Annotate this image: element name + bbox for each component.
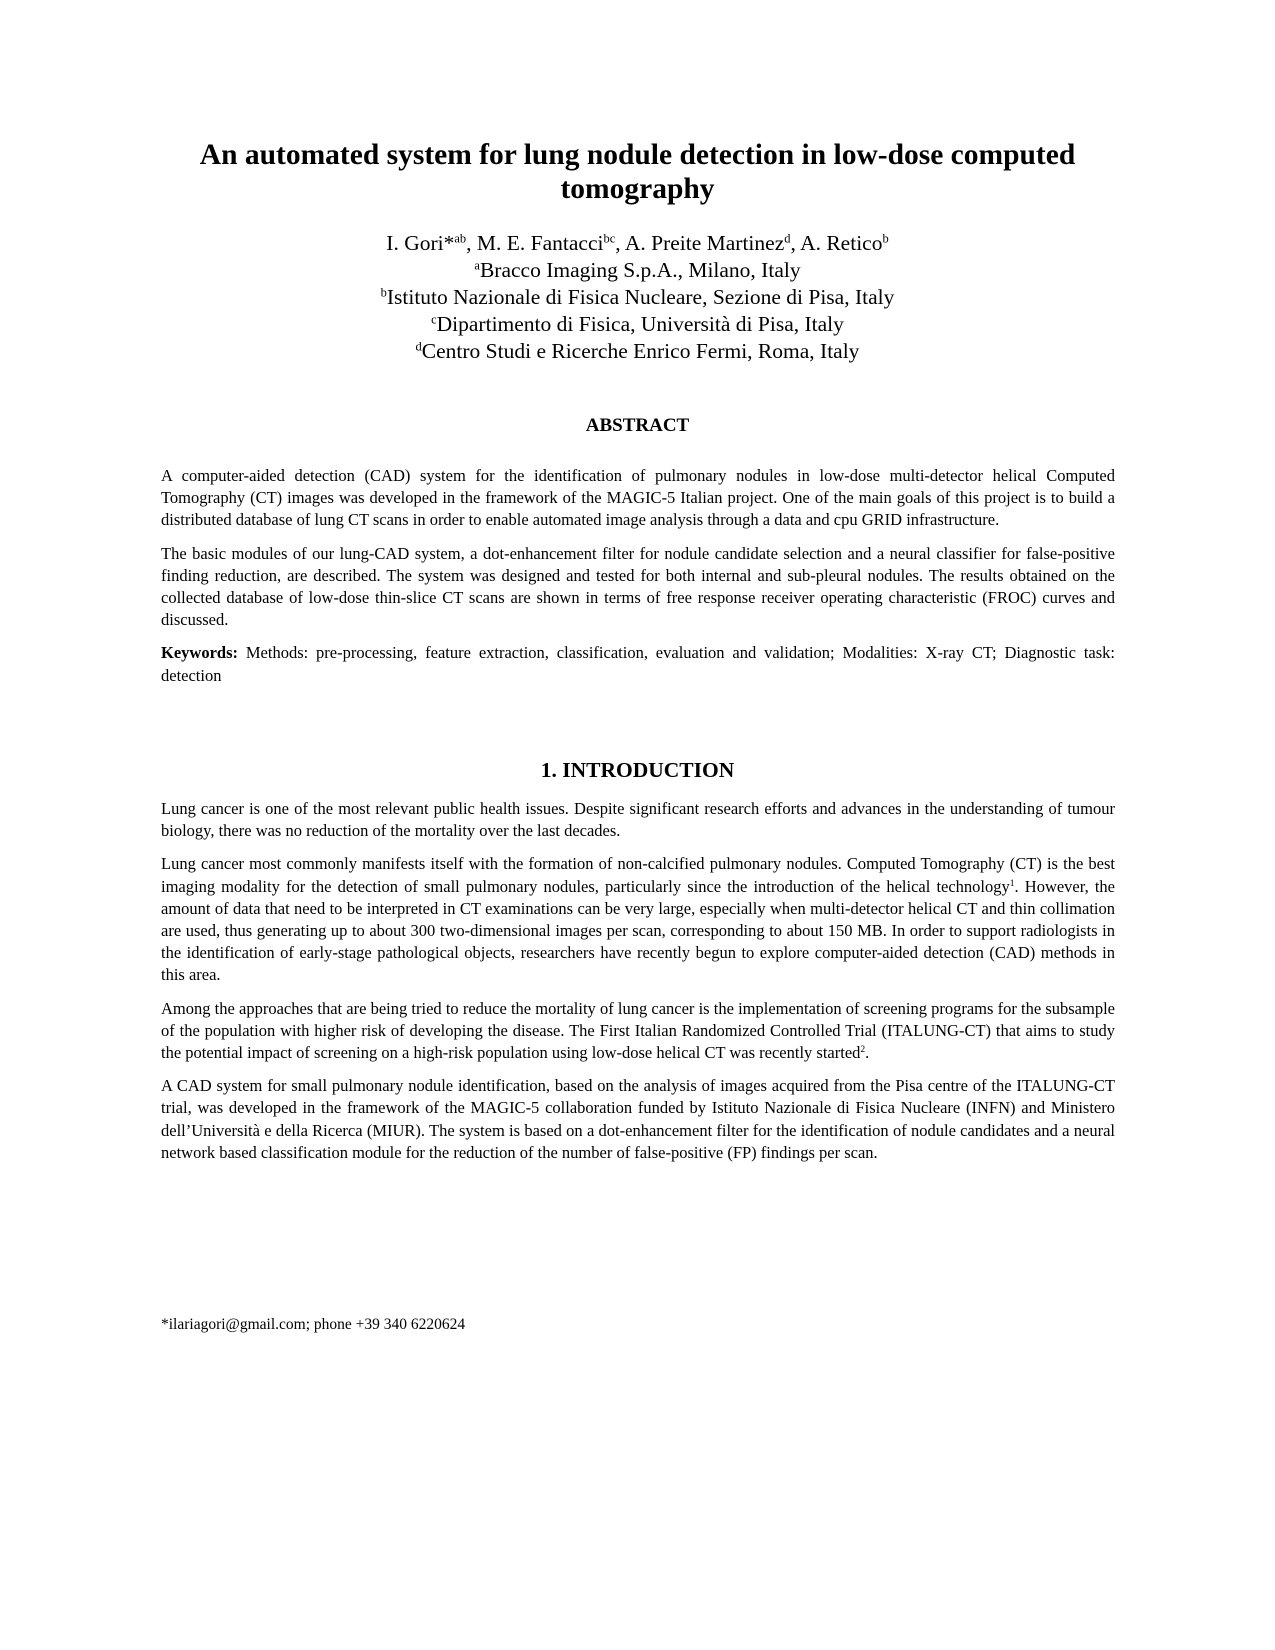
author-affiliation-mark: b [882, 231, 889, 246]
authors-and-affiliations [150, 230, 1125, 365]
author-name: A. Retico [800, 231, 883, 255]
author-name: I. Gori* [386, 231, 455, 255]
introduction-paragraph: A CAD system for small pulmonary nodule identification, based on the analysis of images acquired from the Pisa centre of the ITALUNG-CT trial, was developed in the framework of the MAGIC-5 collaboration funded by Istituto Nazionale di Fisica Nucleare (INFN) and Ministero dell’Università e della Ricerca (MIUR). The system is based on a dot-enhancement filter for the identification of nodule candidates and a neural network based classification module for the reduction of the number of false-positive (FP) findings per scan. [161, 1076, 1115, 1162]
author-separator: , [615, 231, 625, 255]
abstract-heading: ABSTRACT [585, 415, 690, 436]
author-affiliation-mark: ab [454, 231, 467, 246]
paper-title: An automated system for lung nodule detection in low-dose computed tomography [199, 139, 1076, 205]
affiliation-text: Bracco Imaging S.p.A., Milano, Italy [479, 258, 801, 282]
paragraph-text: . However, the amount of data that need to be interpreted in CT examinations can be very large, especially when multi-detector helical CT and thin collimation are used, thus generating up to about 300 two-dimensional images per scan, corresponding to about 150 MB. In order to support radiologists in the identification of early-stage pathological objects, researchers have recently begun to explore computer-aided detection (CAD) methods in this area. [161, 876, 1115, 985]
paragraph-text: Lung cancer most commonly manifests itself with the formation of non-calcified pulmonary nodules. Computed Tomography (CT) is the best imaging modality for the detection of small pulmonary nodules, particularly since the introduction of the helical technology [161, 854, 1115, 896]
introduction-heading: 1. INTRODUCTION [540, 758, 735, 782]
affiliation-mark: d [415, 339, 422, 354]
affiliation-mark: c [431, 312, 437, 327]
author-affiliation-mark: bc [603, 231, 616, 246]
introduction-paragraph: Lung cancer is one of the most relevant public health issues. Despite significant research efforts and advances in the understanding of tumour biology, there was no reduction of the mortality over the last decades. [161, 799, 1115, 841]
citation-ref: 2 [860, 1044, 866, 1056]
affiliation-mark: b [380, 285, 387, 300]
affiliation-line [150, 257, 1125, 284]
author-separator: , [790, 231, 801, 255]
author-affiliation-mark: d [784, 231, 791, 246]
author-name: A. Preite Martinez [624, 231, 785, 255]
abstract-body [161, 465, 1115, 698]
affiliation-line [150, 311, 1125, 338]
keywords-paragraph [161, 642, 1115, 686]
author-separator: , [466, 231, 477, 255]
keywords-text: Methods: pre-processing, feature extraction, classification, evaluation and validation; Modalities: X-ray CT; Diagnostic task: detection [161, 643, 1115, 685]
introduction-body [161, 798, 1115, 1175]
affiliation-mark: a [474, 258, 480, 273]
affiliation-text: Centro Studi e Ricerche Enrico Fermi, Roma, Italy [421, 339, 860, 363]
introduction-paragraph [161, 998, 1115, 1065]
paragraph-text: . [865, 1043, 870, 1063]
affiliation-line [150, 284, 1125, 311]
keywords-label: Keywords: [161, 643, 238, 663]
abstract-paragraph: A computer-aided detection (CAD) system for the identification of pulmonary nodules in low-dose multi-detector helical Computed Tomography (CT) images was developed in the framework of the MAGIC-5 Italian project. One of the main goals of this project is to build a distributed database of lung CT scans in order to enable automated image analysis through a data and cpu GRID infrastructure. [161, 466, 1115, 530]
corresponding-author-footnote: *ilariagori@gmail.com; phone +39 340 6220624 [161, 1316, 466, 1333]
author-name: M. E. Fantacci [476, 231, 604, 255]
affiliation-line [150, 338, 1125, 365]
abstract-paragraph: The basic modules of our lung-CAD system, a dot-enhancement filter for nodule candidate selection and a neural classifier for false-positive finding reduction, are described. The system was designed and tested for both internal and sub-pleural nodules. The results obtained on the collected database of low-dose thin-slice CT scans are shown in terms of free response receiver operating characteristic (FROC) curves and discussed. [161, 543, 1115, 630]
author-line [150, 230, 1125, 257]
introduction-paragraph [161, 853, 1115, 986]
affiliation-text: Istituto Nazionale di Fisica Nucleare, Sezione di Pisa, Italy [386, 285, 895, 309]
paragraph-text: Among the approaches that are being tried to reduce the mortality of lung cancer is the implementation of screening programs for the subsample of the population with higher risk of developing the disease. The First Italian Randomized Controlled Trial (ITALUNG-CT) that aims to study the potential impact of screening on a high-risk population using low-dose helical CT was recently started [161, 998, 1115, 1063]
affiliation-text: Dipartimento di Fisica, Università di Pisa, Italy [436, 312, 844, 336]
citation-ref: 1 [1009, 877, 1015, 889]
